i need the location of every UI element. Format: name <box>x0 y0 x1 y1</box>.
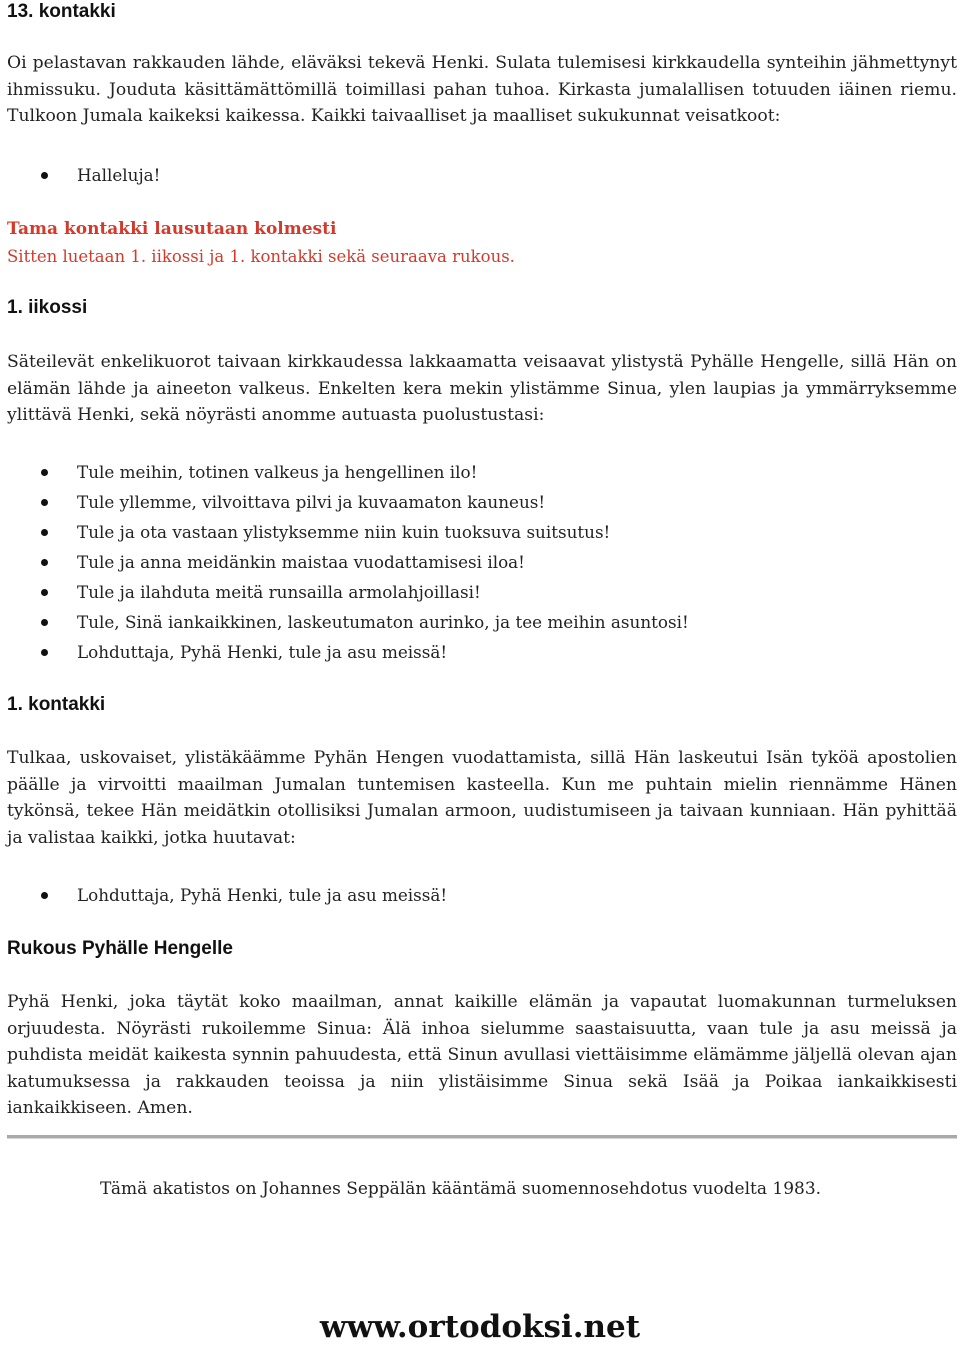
list-item: Lohduttaja, Pyhä Henki, tule ja asu meissä! <box>0 880 447 910</box>
bullet-icon <box>41 649 48 656</box>
section-heading-prayer: Rukous Pyhälle Hengelle <box>7 938 233 959</box>
list-item: Halleluja! <box>0 160 160 190</box>
list-item: Tule ja ilahduta meitä runsailla armolahjoillasi! <box>0 577 689 607</box>
bullet-icon <box>41 619 48 626</box>
list-item: Tule ja ota vastaan ylistyksemme niin kuin tuoksuva suitsutus! <box>0 517 689 547</box>
bullet-icon <box>41 892 48 899</box>
bullet-icon <box>41 529 48 536</box>
bullet-icon <box>41 499 48 506</box>
bullet-icon <box>41 469 48 476</box>
kontakki-13-text: Oi pelastavan rakkauden lähde, eläväksi tekevä Henki. Sulata tulemisesi kirkkaudella synteihin jähmettynyt ihmissuku. Jouduta käsittämättömillä toimillasi pahan tuhoa. Kirkasta jumalallisen totuuden iäinen riemu. Tulkoon Jumala kaikeksi kaikessa. Kaikki taivaalliset ja maalliset sukukunnat veisatkoot: <box>7 53 957 126</box>
list-item: Tule, Sinä iankaikkinen, laskeutumaton aurinko, ja tee meihin asuntosi! <box>0 607 689 637</box>
iikossi-1-invocation-list <box>0 457 689 667</box>
kontakki-1-text: Tulkaa, uskovaiset, ylistäkäämme Pyhän Hengen vuodattamista, sillä Hän laskeutui Isän tyköä apostolien päälle ja virvoitti maailman Jumalan tuntemisen kasteella. Kun me puhtain mielin riennämme Hänen tykönsä, tekee Hän meidätkin otollisiksi Jumalan armoon, uudistumiseen ja taivaan kunniaan. Hän pyhittää ja valistaa kaikki, jotka huutavat: <box>7 748 957 848</box>
bullet-icon <box>41 172 48 179</box>
iikossi-1-text: Säteilevät enkelikuorot taivaan kirkkaudessa lakkaamatta veisaavat ylistystä Pyhälle Hengelle, sillä Hän on elämän lähde ja aineeton valkeus. Enkelten kera mekin ylistämme Sinua, ylen laupias ja ymmärryksemme ylittävä Henki, sekä nöyrästi anomme autuasta puolustustasi: <box>7 352 957 425</box>
section-heading-13-kontakki: 13. kontakki <box>7 1 116 22</box>
bullet-icon <box>41 589 48 596</box>
section-heading-1-iikossi: 1. iikossi <box>7 297 88 318</box>
kontakki-13-refrain-list <box>0 160 160 190</box>
section-heading-1-kontakki: 1. kontakki <box>7 694 106 715</box>
list-item: Tule meihin, totinen valkeus ja hengellinen ilo! <box>0 457 689 487</box>
bullet-icon <box>41 559 48 566</box>
rubric-title: Tama kontakki lausutaan kolmesti <box>7 219 337 239</box>
list-item: Tule yllemme, vilvoittava pilvi ja kuvaamaton kauneus! <box>0 487 689 517</box>
list-item: Lohduttaja, Pyhä Henki, tule ja asu meissä! <box>0 637 689 667</box>
prayer-text: Pyhä Henki, joka täytät koko maailman, annat kaikille elämän ja vapautat luomakunnan turmeluksen orjuudesta. Nöyrästi rukoilemme Sinua: Älä inhoa sielumme saastaisuutta, vaan tule ja asu meissä ja puhdista meidät kaikesta synnin pahuudesta, että Sinun avullasi viettäisimme elämämme jäljellä olevan ajan katumuksessa ja rakkauden teoissa ja niin ylistäisimme Sinua sekä Isää ja Poikaa iankaikkisesti iankaikkiseen. Amen. <box>7 992 957 1118</box>
horizontal-divider <box>7 1135 957 1139</box>
website-footer: www.ortodoksi.net <box>319 1309 641 1345</box>
kontakki-1-refrain-list <box>0 880 447 910</box>
list-item: Tule ja anna meidänkin maistaa vuodattamisesi iloa! <box>0 547 689 577</box>
rubric-instruction: Sitten luetaan 1. iikossi ja 1. kontakki sekä seuraava rukous. <box>7 247 515 266</box>
translation-note: Tämä akatistos on Johannes Seppälän kääntämä suomennosehdotus vuodelta 1983. <box>100 1179 822 1199</box>
